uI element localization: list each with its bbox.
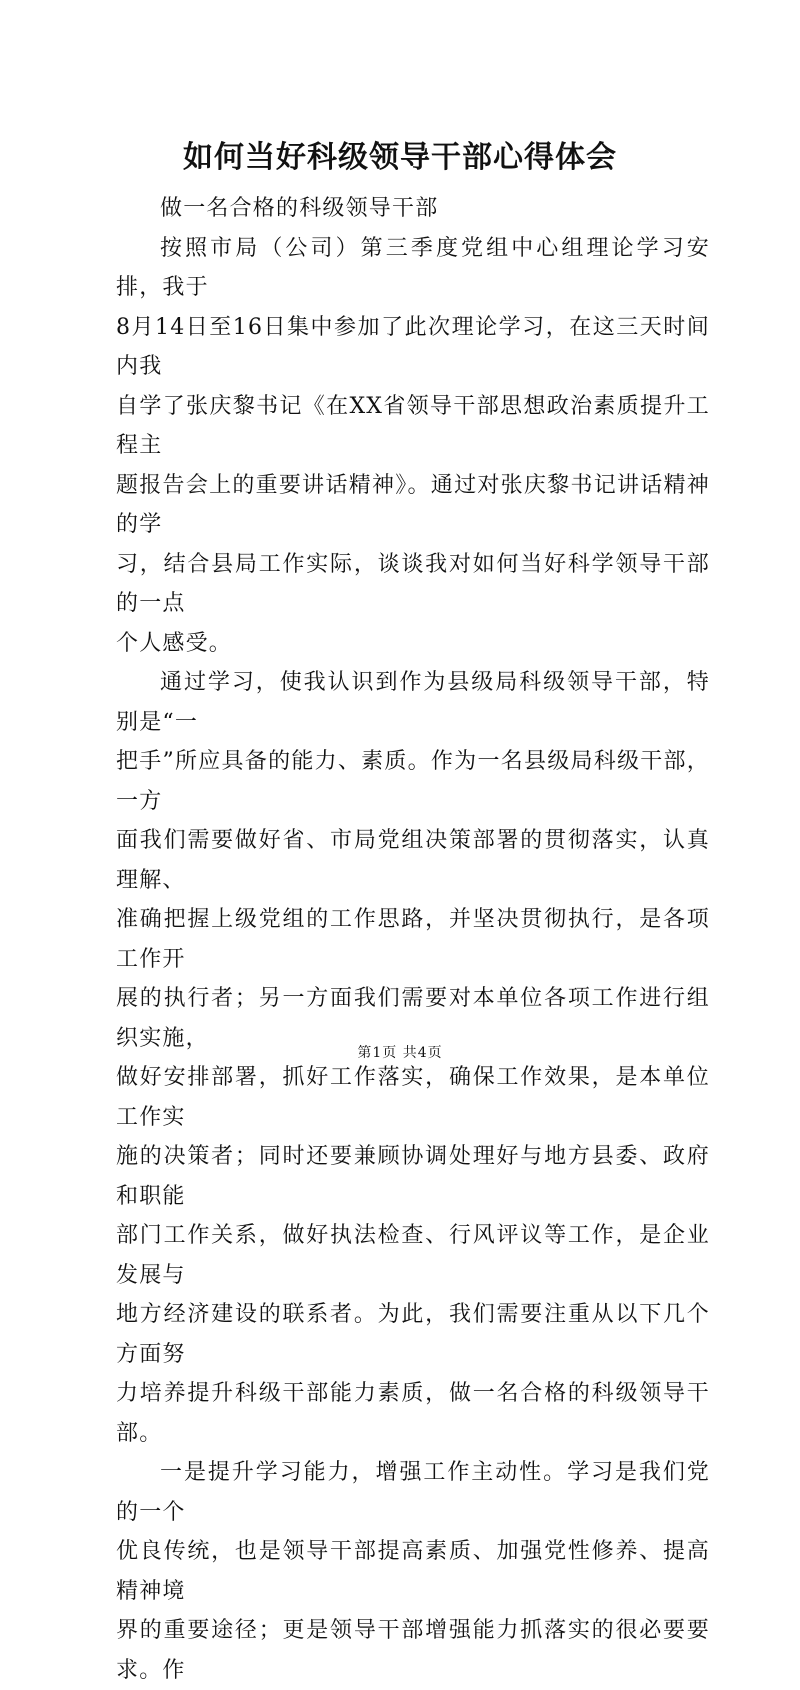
document-body: [116, 189, 710, 1690]
subtitle-paragraph: 做一名合格的科级领导干部: [160, 196, 439, 221]
body-paragraph-3: 一是提升学习能力，增强工作主动性。学习是我们党的一个 优良传统，也是领导干部提高素质、加强党性修养、提高精神境 界的重要途径；更是领导干部增强能力抓落实的很必要要求。作: [116, 1460, 710, 1683]
body-paragraph-1: 按照市局（公司）第三季度党组中心组理论学习安排，我于 8月14日至16日集中参加了此次理论学习，在这三天时间内我 自学了张庆黎书记《在XX省领导干部思想政治素质提升工程主 题报告会上的重要讲话精神》。通过对张庆黎书记讲话精神的学 习，结合县局工作实际，谈谈我对如何当好科学领导干部的一点 个人感受。: [116, 235, 710, 656]
page-number-footer: 第1页 共4页: [357, 1045, 443, 1061]
document-title: 如何当好科级领导干部心得体会: [183, 140, 617, 175]
body-paragraph-2: 通过学习，使我认识到作为县级局科级领导干部，特别是“一 把手”所应具备的能力、素质。作为一名县级局科级干部，一方 面我们需要做好省、市局党组决策部署的贯彻落实，认真理解、 准确把握上级党组的工作思路，并坚决贯彻执行，是各项工作开 展的执行者；另一方面我们需要对本单位各项工作进行组织实施， 做好安排部署，抓好工作落实，确保工作效果，是本单位工作实 施的决策者；同时还要兼顾协调处理好与地方县委、政府和职能 部门工作关系，做好执法检查、行风评议等工作，是企业发展与 地方经济建设的联系者。为此，我们需要注重从以下几个方面努 力培养提升科级干部能力素质，做一名合格的科级领导干部。: [116, 670, 710, 1446]
